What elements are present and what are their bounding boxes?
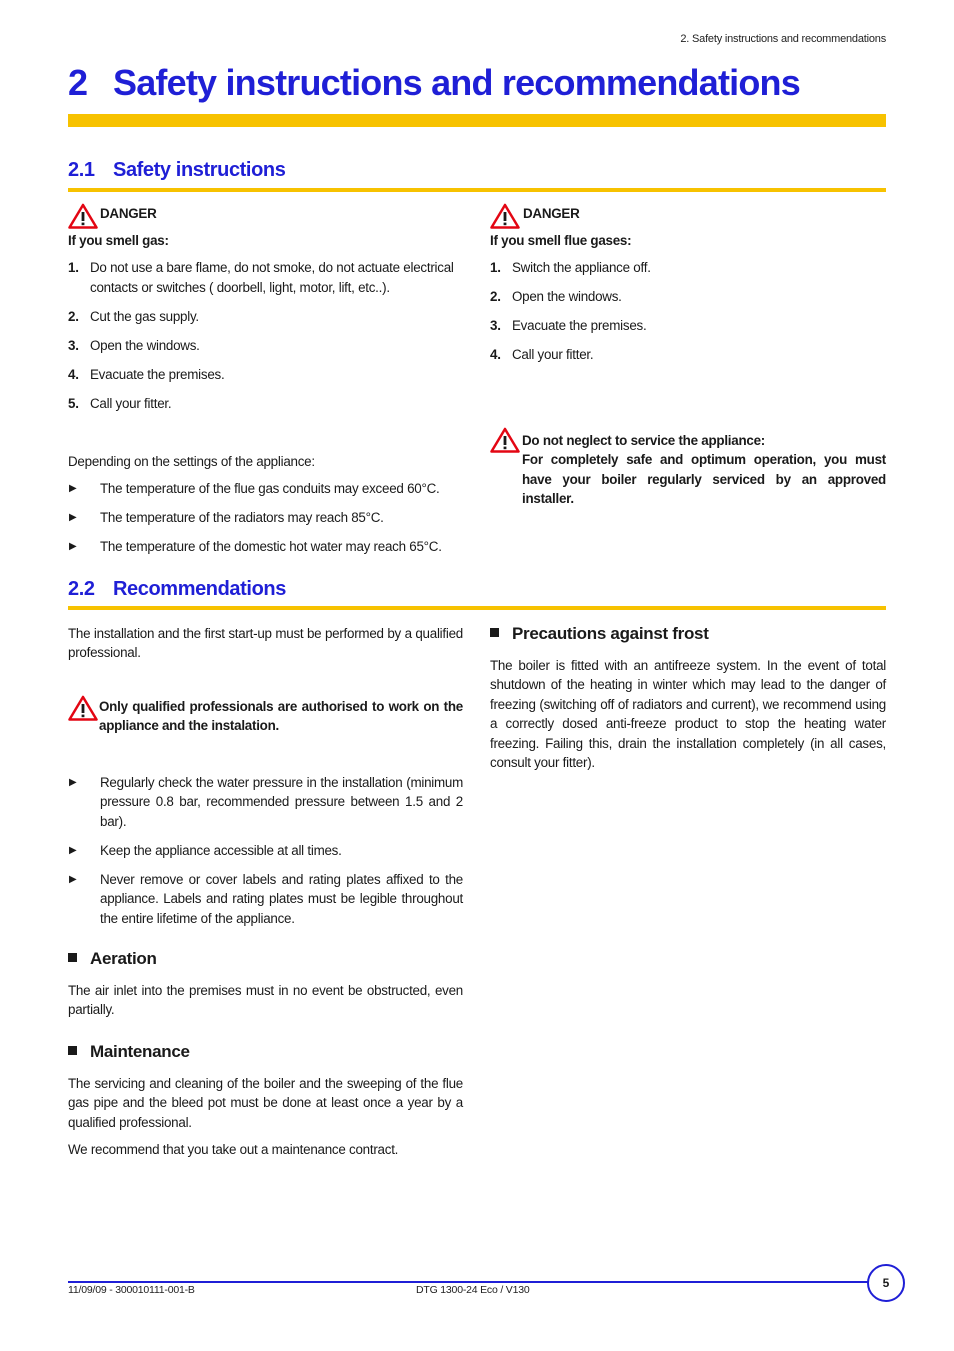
settings-bullets: [68, 479, 463, 556]
section-divider: [68, 606, 886, 610]
chapter-number: 2: [68, 62, 88, 103]
arrow-bullet-icon: ▶: [69, 483, 77, 494]
aeration-body: The air inlet into the premises must in no event be obstructed, even partially.: [68, 983, 463, 1018]
footer-reference: 11/09/09 - 300010111-001-B: [68, 1284, 195, 1296]
danger-label: DANGER: [100, 206, 157, 221]
section-divider: [68, 188, 886, 192]
list-item: ▶ The temperature of the radiators may reach 85°C.: [68, 508, 463, 527]
service-warning: [490, 431, 886, 509]
danger-heading: If you smell flue gases:: [490, 233, 632, 248]
settings-intro: Depending on the settings of the appliance:: [68, 454, 315, 469]
list-item: ▶ Regularly check the water pressure in the installation (minimum pressure 0.8 bar, recommended pressure between 1.5 and 2 bar).: [68, 773, 463, 831]
list-item: ▶ Keep the appliance accessible at all times.: [68, 841, 463, 860]
list-item: 1. Switch the appliance off.: [490, 260, 651, 276]
section-title-text: Safety instructions: [113, 159, 286, 181]
danger-gas-block: [68, 203, 463, 423]
section-title-recommendations: [68, 578, 286, 601]
arrow-bullet-icon: ▶: [69, 873, 77, 885]
list-item: 4. Call your fitter.: [490, 347, 594, 363]
footer-model: DTG 1300-24 Eco / V130: [416, 1284, 530, 1296]
arrow-bullet-icon: ▶: [69, 512, 77, 523]
warning-triangle-icon: [68, 203, 98, 229]
flue-steps-list: [490, 258, 885, 364]
running-header: 2. Safety instructions and recommendations: [680, 33, 886, 45]
list-item: ▶ The temperature of the flue gas conduits may exceed 60°C.: [68, 479, 463, 498]
arrow-bullet-icon: ▶: [69, 777, 77, 788]
section-title-safety: [68, 159, 285, 182]
frost-title: Precautions against frost: [490, 624, 709, 644]
footer-divider: [68, 1281, 870, 1283]
maintenance-title: Maintenance: [68, 1042, 190, 1062]
section-title-text: Recommendations: [113, 578, 286, 600]
warning-triangle-icon: [490, 203, 520, 229]
gas-steps-list: [68, 258, 463, 413]
square-bullet-icon: [68, 1046, 77, 1055]
section-number: 2.2: [68, 578, 95, 600]
aeration-title: Aeration: [68, 949, 157, 969]
list-item: 5. Call your fitter.: [68, 395, 172, 411]
list-item: ▶ Never remove or cover labels and rating plates affixed to the appliance. Labels and rating plates must be legible throughout the entire lifetime of the appliance.: [68, 870, 463, 928]
maintenance-body: The servicing and cleaning of the boiler and the sweeping of the flue gas pipe and the bleed pot must be done at least once a year by a qualified professional. We recommend that you take out a maintenance contract.: [68, 1076, 463, 1157]
arrow-bullet-icon: ▶: [69, 541, 77, 552]
service-warning-body: For completely safe and optimum operation, you must have your boiler regularly serviced by an approved installer.: [522, 452, 886, 507]
page-number: 5: [867, 1264, 905, 1302]
service-warning-heading: Do not neglect to service the appliance:: [522, 433, 765, 448]
chapter-title-text: Safety instructions and recommendations: [113, 62, 800, 103]
warning-triangle-icon: [490, 427, 520, 453]
danger-label: DANGER: [523, 206, 580, 221]
section-number: 2.1: [68, 159, 95, 181]
qualified-warning-text: Only qualified professionals are authorised to work on the appliance and the instalation.: [99, 699, 463, 734]
list-item: 3. Open the windows.: [68, 337, 200, 353]
list-item: 3. Evacuate the premises.: [490, 318, 647, 334]
list-item: 1. Do not use a bare flame, do not smoke, do not actuate electrical contacts or switches ( doorbell, light, motor, lift, etc..).: [68, 260, 454, 295]
chapter-title: [68, 62, 800, 104]
qualified-warning: [68, 697, 463, 736]
list-item: 2. Open the windows.: [490, 289, 622, 305]
danger-flue-block: [490, 203, 885, 374]
settings-block: [68, 452, 463, 566]
list-item: 2. Cut the gas supply.: [68, 308, 199, 324]
square-bullet-icon: [490, 628, 499, 637]
danger-heading: If you smell gas:: [68, 233, 169, 248]
chapter-divider: [68, 114, 886, 127]
warning-triangle-icon: [68, 695, 98, 721]
frost-body: The boiler is fitted with an antifreeze system. In the event of total shutdown of the heating in winter which may lead to the danger of freezing (switching off of radiators and current), we recommend using a correctly dosed anti-freeze product to stop the heating water freezing. Failing this, drain the installation completely (in all cases, consult your fitter).: [490, 658, 886, 771]
square-bullet-icon: [68, 953, 77, 962]
arrow-bullet-icon: ▶: [69, 844, 77, 856]
list-item: 4. Evacuate the premises.: [68, 366, 225, 382]
list-item: ▶ The temperature of the domestic hot water may reach 65°C.: [68, 537, 463, 556]
recommendations-intro: The installation and the first start-up must be performed by a qualified professional.: [68, 626, 463, 661]
recommendation-bullets: [68, 773, 463, 938]
